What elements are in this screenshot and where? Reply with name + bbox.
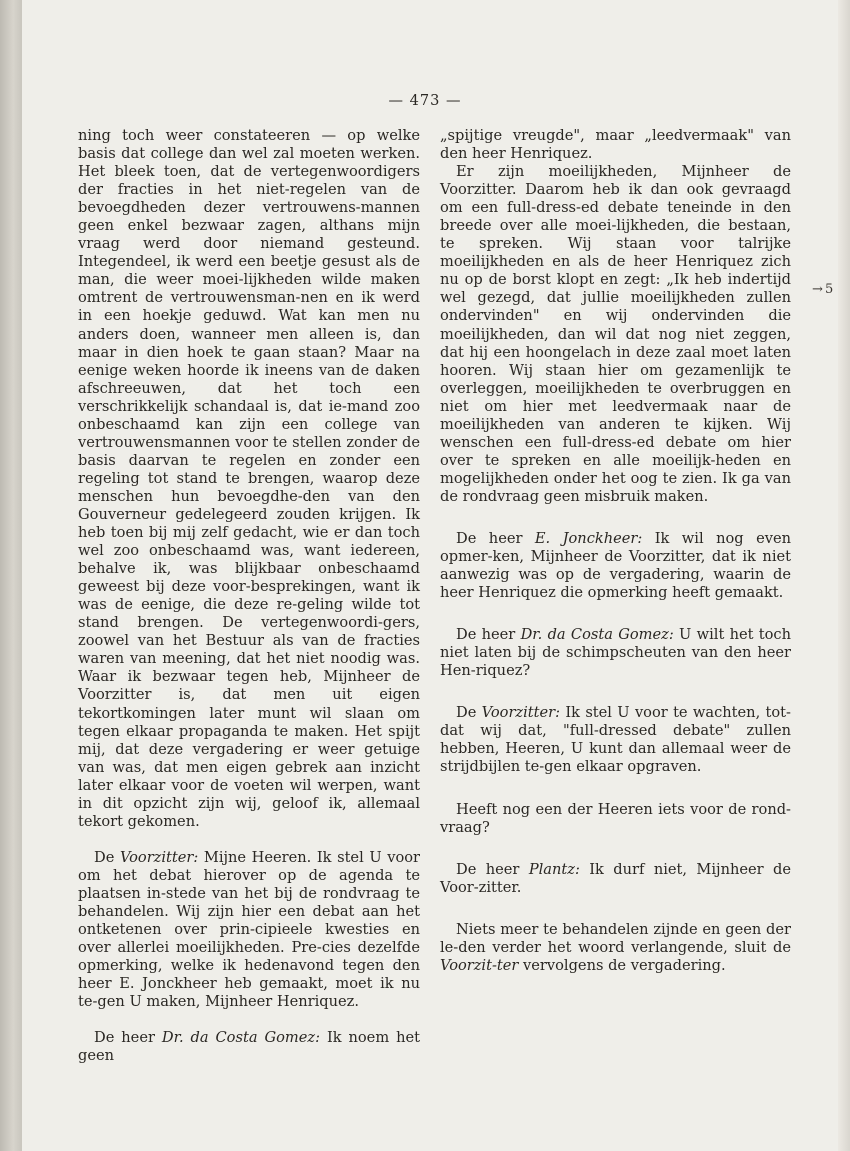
speaker-prefix: De heer [456, 626, 521, 644]
speaker-name: Dr. da Costa Gomez: [161, 1029, 320, 1047]
speech-text: Mijne Heeren. Ik stel U voor om het debat hierover op de agenda te plaatsen in-stede van het bij de rondvraag te behandelen. Wij zijn hier een debat aan het ontketenen over prin-cipieele kwesties en over allerlei moeilijkheden. Pre-cies dezelfde opmerking, welke ik hedenavond tegen den heer E. Jonckheer heb gemaakt, moet ik nu te-gen U maken, Mijnheer Henriquez. [78, 848, 421, 1011]
page-edge [838, 0, 850, 1151]
closing-text: Niets meer te behandelen zijnde en geen der le-den verder het woord verlangende, sluit de [440, 920, 791, 956]
paragraph-voorzitter [440, 704, 791, 776]
paragraph: Er zijn moeilijkheden, Mijnheer de Voorzitter. Daarom heb ik dan ook gevraagd om een full-dress-ed debate teneinde in den breede over alle moei-lijkheden, die bestaan, te spreken. Wij staan voor talrijke moeilijkheden en als de heer Henriquez zich nu op de borst klopt en zegt: „Ik heb indertijd wel gezegd, dat jullie moeilijkheden zullen ondervinden" en wij ondervinden die moeilijkheden, dan wil dat nog niet zeggen, dat hij een hoongelach in deze zaal moet laten hooren. Wij staan hier om gezamenlijk te overleggen, moeilijkheden te overbruggen en niet om hier met leedvermaak naar de moeilijkheden van anderen te kijken. Wij wenschen een full-dress-ed debate om hier over te spreken en alle moeilijk-heden en mogelijkheden onder het oog te zien. Ik ga van de rondvraag geen misbruik maken. [440, 163, 791, 505]
left-column [78, 127, 420, 1065]
speaker-name: Voorzitter: [119, 848, 199, 866]
right-column [440, 127, 791, 975]
paragraph: Heeft nog een der Heeren iets voor de rond-vraag? [440, 800, 791, 836]
speech-text: Ik noem het geen [78, 1029, 420, 1065]
speech-text: Ik wil nog even opmer-ken, Mijnheer de Voorzitter, dat ik niet aanwezig was op de vergadering, waarin de heer Henriquez die opmerking heeft gemaakt. [440, 529, 791, 602]
paragraph-da-costa-gomez [78, 1029, 420, 1065]
speaker-name: Plantz: [528, 860, 580, 878]
page-number: — 473 — [388, 93, 462, 109]
paragraph-plantz [440, 861, 791, 897]
paragraph-jonckheer [440, 530, 791, 602]
speaker-name: Voorzitter: [481, 704, 561, 722]
speech-text: U wilt het toch niet laten bij de schimpscheuten van den heer Hen-riquez? [440, 626, 792, 680]
speaker-prefix: De [94, 848, 120, 866]
speaker-prefix: De heer [456, 860, 529, 878]
speaker-name: Voorzit-ter [440, 956, 519, 974]
speaker-name: E. Jonckheer: [534, 529, 643, 547]
paragraph: ning toch weer constateeren — op welke basis dat college dan wel zal moeten werken. Het bleek toen, dat de vertegenwoordigers der fracties in het niet-regelen van de bevoegdheden dezer vertrouwens-mannen geen enkel bezwaar zagen, althans mijn vraag werd door niemand gesteund. Integendeel, ik werd een beetje gesust als de man, die weer moei-lijkheden wilde maken omtrent de vertrouwensman-nen en ik werd in een hoekje geduwd. Wat kan men nu anders doen, wanneer men alleen is, dan maar in dien hoek te gaan staan? Maar na eenige weken hoorde ik ineens van de daken afschreeuwen, dat het toch een verschrikkelijk schandaal is, dat ie-mand zoo onbeschaamd kan zijn een college van vertrouwensmannen voor te stellen zonder de basis daarvan te regelen en zonder een regeling tot stand te brengen, waarop deze menschen hun bevoegdhe-den van den Gouverneur gedelegeerd zouden krijgen. Ik heb toen bij mij zelf gedacht, wie er dan toch wel zoo onbeschaamd was, want iedereen, behalve ik, was blijkbaar onbeschaamd geweest bij deze voor-besprekingen, want ik was de eenige, die deze re-geling wilde tot stand brengen. De vertegenwoordi-gers, zoowel van het Bestuur als van de fracties waren van meening, dat het niet noodig was. Waar ik bezwaar tegen heb, Mijnheer de Voorzitter is, dat men uit eigen tekortkomingen later munt wil slaan om tegen elkaar propaganda te maken. Het spijt mij, dat deze vergadering er weer getuige van was, dat men eigen gebrek aan inzicht later elkaar voor de voeten wil werpen, want in dit opzicht zijn wij, geloof ik, allemaal tekort gekomen. [78, 127, 420, 830]
speech-text: Ik durf niet, Mijnheer de Voor-zitter. [440, 860, 792, 896]
speaker-prefix: De [456, 704, 482, 722]
paragraph-voorzitter [78, 849, 420, 1011]
margin-annotation: → 5 [812, 282, 833, 297]
speaker-name: Dr. da Costa Gomez: [520, 626, 674, 644]
speaker-prefix: De heer [94, 1029, 162, 1047]
speaker-prefix: De heer [456, 529, 535, 547]
book-binding [0, 0, 22, 1151]
paragraph-da-costa-gomez [440, 626, 791, 680]
paragraph-closing [440, 921, 791, 975]
closing-suffix: vervolgens de vergadering. [518, 956, 726, 974]
speech-text: Ik stel U voor te wachten, tot-dat wij dat, "full-dressed debate" zullen hebben, Heeren, U kunt dan allemaal weer de strijdbijlen te-gen elkaar opgraven. [440, 704, 791, 776]
paragraph: „spijtige vreugde", maar „leedvermaak" van den heer Henriquez. [440, 127, 791, 163]
